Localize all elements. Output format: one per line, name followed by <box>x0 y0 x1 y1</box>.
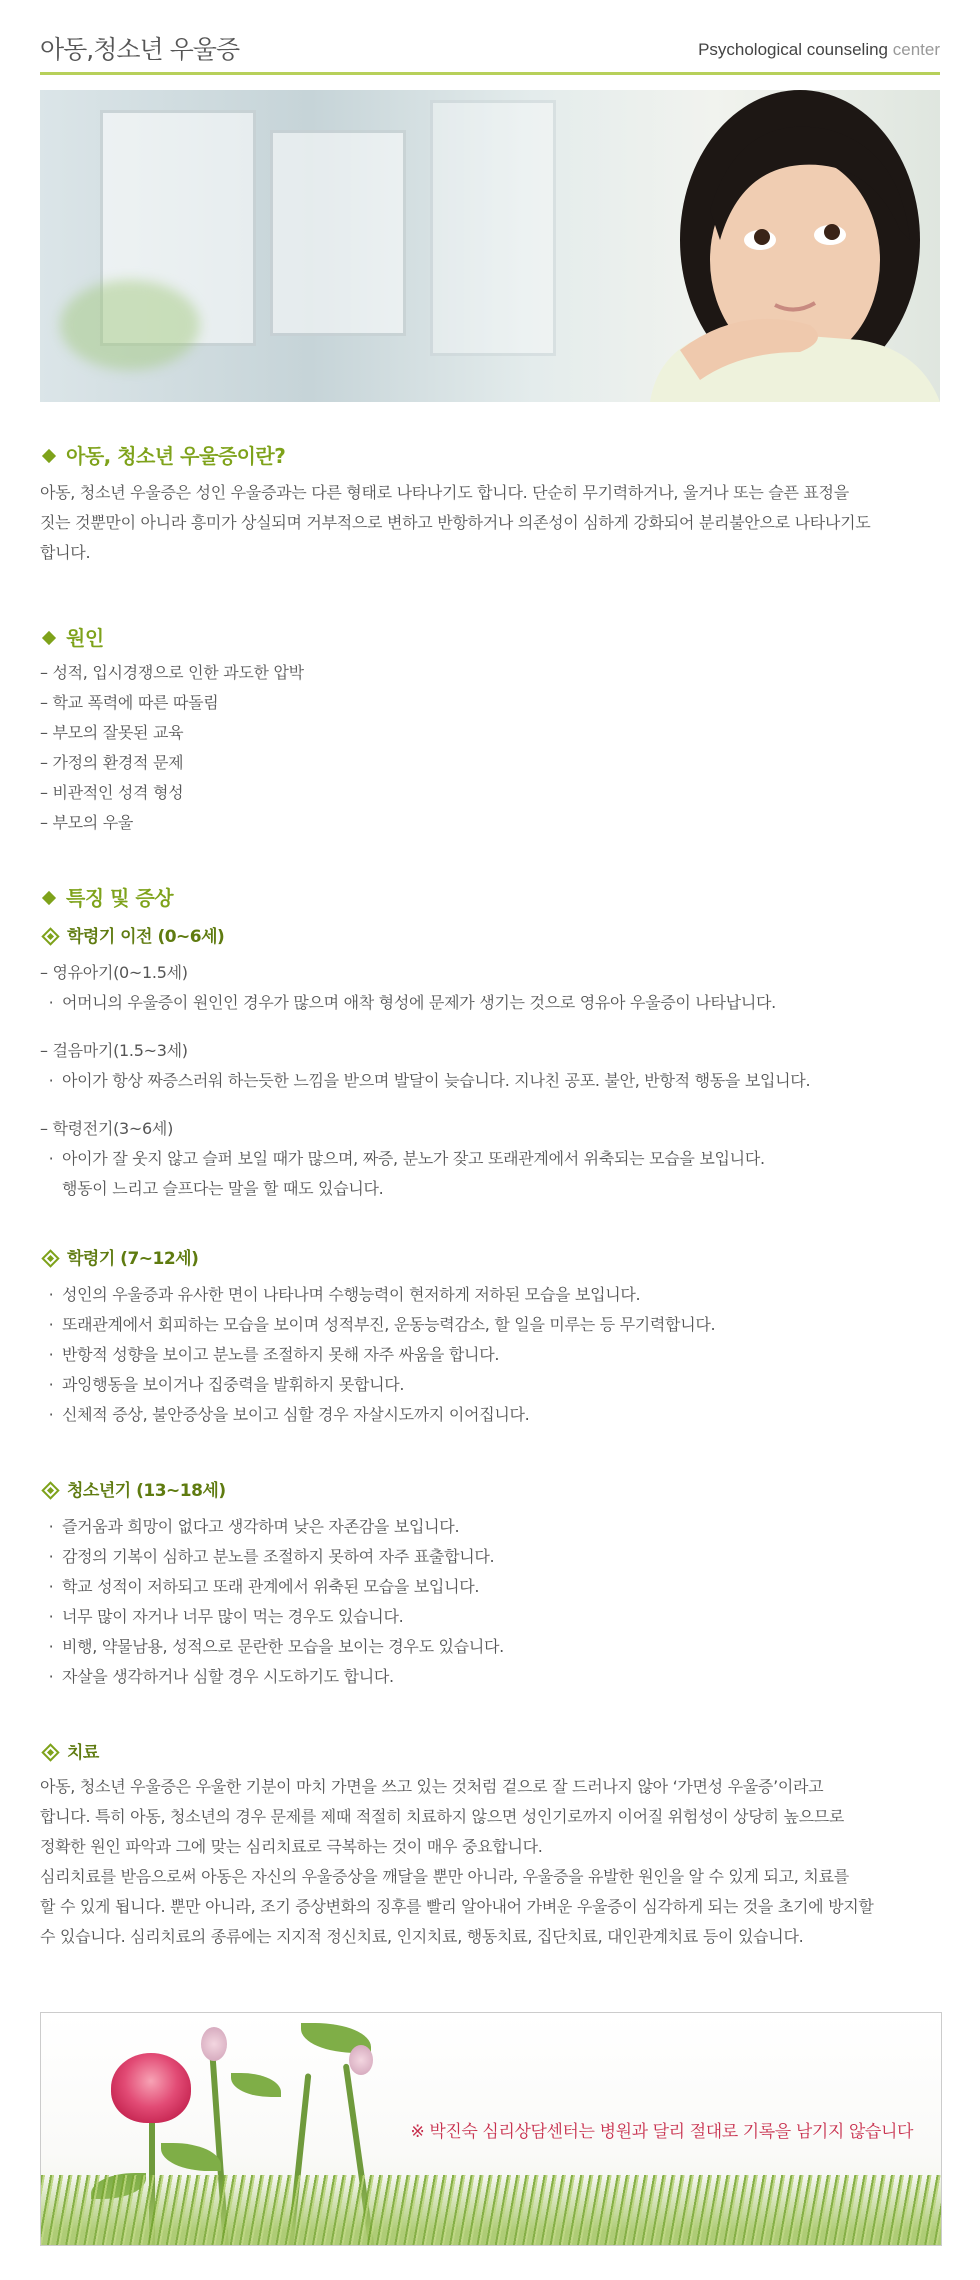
bullet: · <box>48 1149 54 1168</box>
privacy-notice: ※ 박진숙 심리상담센터는 병원과 달리 절대로 기록을 남기지 않습니다 <box>410 2122 913 2142</box>
causes-heading <box>40 622 104 651</box>
treatment-line: 수 있습니다. 심리치료의 종류에는 지지적 정신치료, 인지치료, 행동치료, 집단치료, 대인관계치료 등이 있습니다. <box>40 1927 804 1946</box>
center-subtitle <box>698 40 940 60</box>
teen-item <box>40 1572 940 1602</box>
intro-heading-text: 아동, 청소년 우울증이란? <box>66 444 286 468</box>
causes-heading-text: 원인 <box>66 626 104 650</box>
bullet: · <box>48 1517 54 1536</box>
preschool-text-2 <box>40 1174 940 1204</box>
preschool-label: – 학령전기(3~6세) <box>40 1119 174 1138</box>
intro-line-2: 짓는 것뿐만이 아니라 흥미가 상실되며 거부적으로 변하고 반항하거나 의존성이 심하게 강화되어 분리불안으로 나타나기도 <box>40 513 871 532</box>
subtitle-accent: center <box>892 40 940 59</box>
diamond-icon <box>42 449 56 463</box>
school-item <box>40 1400 940 1430</box>
treatment-line: 할 수 있게 됩니다. 뿐만 아니라, 조기 증상변화의 징후를 빨리 알아내어 가벼운 우울증이 심각하게 되는 것을 초기에 방지할 <box>40 1897 874 1916</box>
teen-item <box>40 1512 940 1542</box>
intro-heading <box>40 440 285 469</box>
teen-item <box>40 1542 940 1572</box>
intro-line-3: 합니다. <box>40 543 91 562</box>
school-item <box>40 1280 940 1310</box>
preschool-heading-text: 학령기 이전 (0~6세) <box>67 927 225 947</box>
treatment-heading <box>40 1738 99 1763</box>
bullet-text: 너무 많이 자거나 너무 많이 먹는 경우도 있습니다. <box>62 1607 404 1626</box>
hero-image <box>40 90 940 402</box>
outline-diamond-icon <box>41 1743 59 1761</box>
bullet: · <box>48 993 54 1012</box>
teen-item <box>40 1632 940 1662</box>
flower-bud <box>349 2045 373 2075</box>
outline-diamond-icon <box>41 1249 59 1267</box>
bullet-text: 아이가 항상 짜증스러워 하는듯한 느낌을 받으며 발달이 늦습니다. 지나친 공포. 불안, 반항적 행동을 보입니다. <box>62 1071 811 1090</box>
school-age-heading <box>40 1244 198 1269</box>
cause-item: – 부모의 우울 <box>40 813 134 832</box>
treatment-line: 심리치료를 받음으로써 아동은 자신의 우울증상을 깨달을 뿐만 아니라, 우울증을 유발한 원인을 알 수 있게 되고, 치료를 <box>40 1867 849 1886</box>
infant-text <box>40 988 940 1018</box>
teen-heading <box>40 1476 226 1501</box>
symptoms-heading <box>40 882 173 911</box>
symptoms-heading-text: 특징 및 증상 <box>66 886 174 910</box>
flower-bud <box>201 2027 227 2061</box>
cause-item: – 학교 폭력에 따른 따돌림 <box>40 693 219 712</box>
school-item <box>40 1370 940 1400</box>
preschool-text-1 <box>40 1144 940 1174</box>
bullet: · <box>48 1547 54 1566</box>
bullet: · <box>48 1607 54 1626</box>
cause-item: – 가정의 환경적 문제 <box>40 753 184 772</box>
bullet: · <box>48 1285 54 1304</box>
bullet: · <box>48 1375 54 1394</box>
outline-diamond-icon <box>41 927 59 945</box>
bullet-text: 반항적 성향을 보이고 분노를 조절하지 못해 자주 싸움을 합니다. <box>62 1345 500 1364</box>
bullet-text: 자살을 생각하거나 심할 경우 시도하기도 합니다. <box>62 1667 394 1686</box>
bullet: · <box>48 1345 54 1364</box>
bullet-text: 감정의 기복이 심하고 분노를 조절하지 못하여 자주 표출합니다. <box>62 1547 495 1566</box>
bullet: · <box>48 1577 54 1596</box>
school-age-heading-text: 학령기 (7~12세) <box>67 1249 199 1269</box>
toddler-label: – 걸음마기(1.5~3세) <box>40 1041 188 1060</box>
bullet: · <box>48 1071 54 1090</box>
bullet: · <box>48 1315 54 1334</box>
bullet-text: 학교 성적이 저하되고 또래 관계에서 위축된 모습을 보입니다. <box>62 1577 480 1596</box>
footer-banner <box>40 2012 942 2246</box>
teen-item <box>40 1662 940 1692</box>
treatment-heading-text: 치료 <box>67 1743 99 1763</box>
teen-item <box>40 1602 940 1632</box>
bullet-text: 또래관계에서 회피하는 모습을 보이며 성적부진, 운동능력감소, 할 일을 미루는 등 무기력합니다. <box>62 1315 716 1334</box>
cause-item: – 부모의 잘못된 교육 <box>40 723 184 742</box>
teen-heading-text: 청소년기 (13~18세) <box>67 1481 226 1501</box>
diamond-icon <box>42 891 56 905</box>
bullet-text: 성인의 우울증과 유사한 면이 나타나며 수행능력이 현저하게 저하된 모습을 보입니다. <box>62 1285 641 1304</box>
infant-label: – 영유아기(0~1.5세) <box>40 963 188 982</box>
bullet-text: 아이가 잘 웃지 않고 슬퍼 보일 때가 많으며, 짜증, 분노가 잦고 또래관계에서 위축되는 모습을 보입니다. <box>62 1149 765 1168</box>
bullet: · <box>48 1667 54 1686</box>
diamond-icon <box>42 631 56 645</box>
bullet: · <box>48 1637 54 1656</box>
treatment-line: 아동, 청소년 우울증은 우울한 기분이 마치 가면을 쓰고 있는 것처럼 겉으로 잘 드러나지 않아 ‘가면성 우울증’이라고 <box>40 1777 824 1796</box>
girl-illustration <box>40 90 940 402</box>
bullet-text: 신체적 증상, 불안증상을 보이고 심할 경우 자살시도까지 이어집니다. <box>62 1405 530 1424</box>
bullet-text: 즐거움과 희망이 없다고 생각하며 낮은 자존감을 보입니다. <box>62 1517 460 1536</box>
toddler-text <box>40 1066 940 1096</box>
treatment-line: 정확한 원인 파악과 그에 맞는 심리치료로 극복하는 것이 매우 중요합니다. <box>40 1837 543 1856</box>
grass-strip <box>41 2175 941 2245</box>
outline-diamond-icon <box>41 1481 59 1499</box>
bullet-text: 어머니의 우울증이 원인인 경우가 많으며 애착 형성에 문제가 생기는 것으로 영유아 우울증이 나타납니다. <box>62 993 776 1012</box>
leaf-shape <box>231 2073 281 2097</box>
page-header <box>40 22 940 75</box>
bullet-text: 비행, 약물남용, 성적으로 문란한 모습을 보이는 경우도 있습니다. <box>62 1637 504 1656</box>
cause-item: – 비관적인 성격 형성 <box>40 783 184 802</box>
treatment-line: 합니다. 특히 아동, 청소년의 경우 문제를 제때 적절히 치료하지 않으면 성인기로까지 이어질 위험성이 상당히 높으므로 <box>40 1807 845 1826</box>
rose-flower <box>111 2053 191 2123</box>
preschool-heading <box>40 922 224 947</box>
cause-item: – 성적, 입시경쟁으로 인한 과도한 압박 <box>40 663 304 682</box>
bullet-text: 행동이 느리고 슬프다는 말을 할 때도 있습니다. <box>62 1179 384 1198</box>
leaf-shape <box>161 2143 221 2171</box>
bullet: · <box>48 1405 54 1424</box>
school-item <box>40 1310 940 1340</box>
subtitle-main: Psychological counseling <box>698 40 889 59</box>
school-item <box>40 1340 940 1370</box>
intro-line-1: 아동, 청소년 우울증은 성인 우울증과는 다른 형태로 나타나기도 합니다. 단순히 무기력하거나, 울거나 또는 슬픈 표정을 <box>40 483 849 502</box>
page-title: 아동,청소년 우울증 <box>40 35 240 64</box>
bullet-text: 과잉행동을 보이거나 집중력을 발휘하지 못합니다. <box>62 1375 405 1394</box>
